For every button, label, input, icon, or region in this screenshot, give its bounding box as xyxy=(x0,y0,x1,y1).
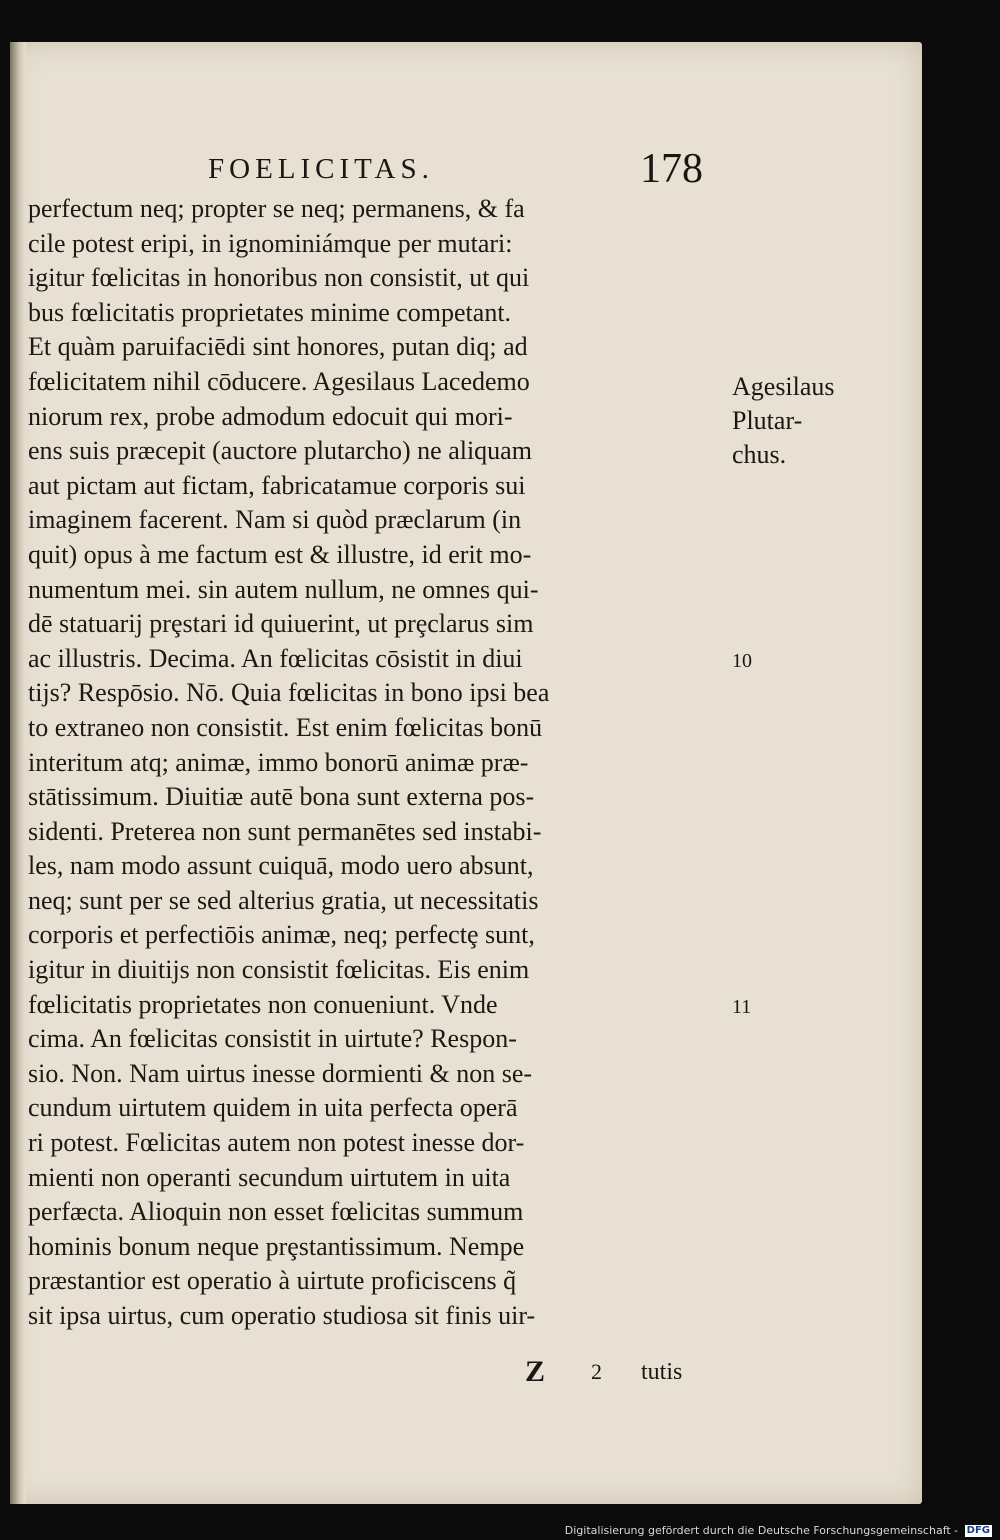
text-line: cundum uirtutem quidem in uita perfecta operā xyxy=(28,1093,518,1123)
body-text xyxy=(28,192,716,1334)
text-line: neq; sunt per se sed alterius gratia, ut necessitatis xyxy=(28,885,539,915)
margin-number-10: 10 xyxy=(732,650,752,672)
text-line: numentum mei. sin autem nullum, ne omnes qui- xyxy=(28,574,539,604)
dfg-logo: DFG xyxy=(966,1525,990,1536)
text-line: cima. An fœlicitas consistit in uirtute? Respon- xyxy=(28,1024,517,1054)
footer-text: Digitalisierung gefördert durch die Deutsche Forschungsgemeinschaft - xyxy=(564,1524,959,1537)
page-header xyxy=(10,145,922,195)
text-line: interitum atq; animæ, immo bonorū animæ præ- xyxy=(28,747,529,777)
text-line: præstantior est operatio à uirtute proficiscens q̃ xyxy=(28,1266,517,1296)
running-title: FOELICITAS. xyxy=(208,153,434,185)
text-line: fœlicitatis proprietates non conueniunt. Vnde xyxy=(28,989,498,1019)
text-line: stātissimum. Diuitiæ autē bona sunt externa pos- xyxy=(28,782,535,812)
catchword: tutis xyxy=(641,1359,683,1385)
text-line: les, nam modo assunt cuiquā, modo uero absunt, xyxy=(28,851,534,881)
binding-gutter xyxy=(10,42,26,1504)
signature-number: 2 xyxy=(591,1359,602,1384)
text-line: perfæcta. Alioquin non esset fœlicitas summum xyxy=(28,1197,524,1227)
text-line: sio. Non. Nam uirtus inesse dormienti & non se- xyxy=(28,1058,533,1088)
text-line: fœlicitatem nihil cōducere. Agesilaus Lacedemo xyxy=(28,366,530,396)
text-line: bus fœlicitatis proprietates minime competant. xyxy=(28,297,512,327)
catch-line xyxy=(515,1355,715,1391)
signature-mark: Z xyxy=(525,1355,546,1388)
text-line: sit ipsa uirtus, cum operatio studiosa sit finis uir- xyxy=(28,1301,536,1330)
margin-note-line: Plutar- xyxy=(732,406,803,435)
text-line: quit) opus à me factum est & illustre, id erit mo- xyxy=(28,539,532,569)
text-line: ri potest. Fœlicitas autem non potest inesse dor- xyxy=(28,1128,525,1158)
text-line: dē statuarij prȩstari id quiuerint, ut prȩclarus sim xyxy=(28,609,534,639)
book-page xyxy=(10,42,922,1504)
text-line: ens suis præcepit (auctore plutarcho) ne aliquam xyxy=(28,436,532,466)
text-line: aut pictam aut fictam, fabricatamue corporis sui xyxy=(28,470,526,500)
margin-note xyxy=(732,370,882,472)
text-line: Et quàm paruifaciēdi sint honores, putan diq; ad xyxy=(28,332,528,362)
text-line: imaginem facerent. Nam si quòd præclarum (in xyxy=(28,505,522,535)
text-line: mienti non operanti secundum uirtutem in uita xyxy=(28,1162,511,1192)
text-line: to extraneo non consistit. Est enim fœlicitas bonū xyxy=(28,712,543,742)
digitization-footer xyxy=(565,1524,992,1538)
text-line: ac illustris. Decima. An fœlicitas cōsistit in diui xyxy=(28,643,523,673)
text-line: hominis bonum neque prȩstantissimum. Nempe xyxy=(28,1231,525,1261)
text-line: niorum rex, probe admodum edocuit qui mori- xyxy=(28,401,513,431)
margin-note-line: Agesilaus xyxy=(732,372,835,401)
text-line: igitur in diuitijs non consistit fœlicitas. Eis enim xyxy=(28,955,530,985)
text-line: perfectum neq; propter se neq; permanens, & fa xyxy=(28,194,525,223)
text-line: igitur fœlicitas in honoribus non consistit, ut qui xyxy=(28,263,530,293)
text-line: cile potest eripi, in ignominiámque per mutari: xyxy=(28,228,513,258)
margin-number-11: 11 xyxy=(732,996,752,1018)
margin-note-line: chus. xyxy=(732,440,787,469)
text-line: corporis et perfectiōis animæ, neq; perfectȩ sunt, xyxy=(28,920,535,950)
folio-number: 178 xyxy=(640,146,703,192)
text-line: tijs? Respōsio. Nō. Quia fœlicitas in bono ipsi bea xyxy=(28,678,550,708)
text-line: sidenti. Preterea non sunt permanētes sed instabi- xyxy=(28,816,542,846)
